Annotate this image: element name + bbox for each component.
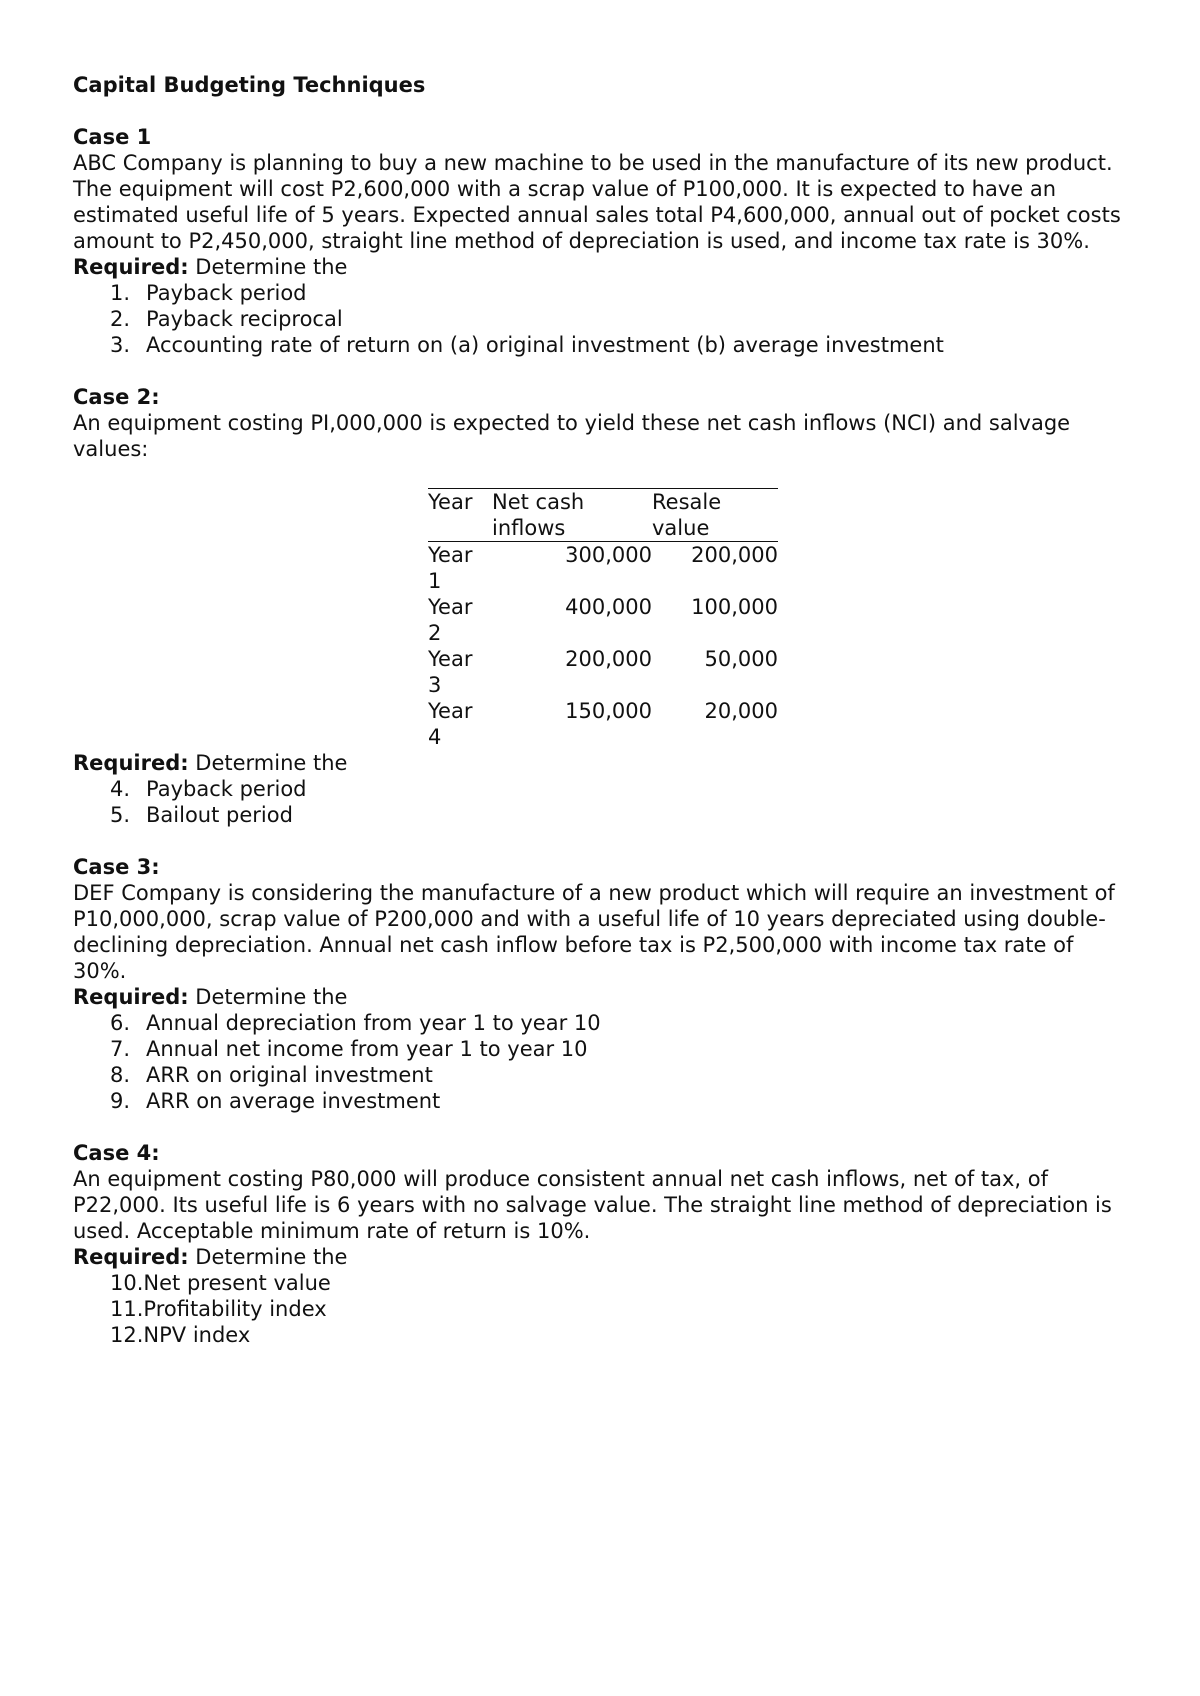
cell-year: Year 3 [428,647,473,697]
cell-year: Year 2 [428,595,473,645]
cell-year: Year 1 [428,543,473,593]
item-number: 5. [110,803,131,827]
cell-year: Year 4 [428,699,473,749]
case-1-required [73,254,1133,280]
document-title: Capital Budgeting Techniques [73,73,426,97]
cell-resale: 50,000 [704,647,778,671]
case-1-item-list [73,280,1133,358]
item-text: ARR on average investment [146,1089,441,1113]
nci-table-wrapper [428,488,778,750]
list-item [73,1010,1133,1036]
case-2-item-list [73,776,1133,828]
case-4-body: An equipment costing P80,000 will produce consistent annual net cash inflows, net of tax, of P22,000. Its useful life is 6 years with no salvage value. The straight line method of depreciation is used. Acceptable minimum rate of return is 10%. [73,1167,1112,1243]
cell-nci: 150,000 [565,699,652,723]
case-1-section [73,124,1133,358]
list-item [73,1036,1133,1062]
item-number: 1. [110,281,131,305]
item-text: Annual depreciation from year 1 to year 10 [146,1011,601,1035]
case-2-body: An equipment costing PI,000,000 is expected to yield these net cash inflows (NCI) and salvage values: [73,411,1071,461]
case-2-required [73,750,1133,776]
case-1-body: ABC Company is planning to buy a new machine to be used in the manufacture of its new product. The equipment will cost P2,600,000 with a scrap value of P100,000. It is expected to have an estimated useful life of 5 years. Expected annual sales total P4,600,000, annual out of pocket costs amount to P2,450,000, straight line method of depreciation is used, and income tax rate is 30%. [73,151,1121,253]
item-text: Accounting rate of return on (a) original investment (b) average investment [146,333,944,357]
case-4-required [73,1244,1133,1270]
cell-resale: 20,000 [704,699,778,723]
header-year: Year [428,489,492,542]
item-text: ARR on original investment [146,1063,433,1087]
list-item [73,1062,1133,1088]
item-text: Net present value [143,1271,331,1295]
table-row [428,542,778,595]
required-text: Determine the [188,255,348,279]
item-number: 4. [110,777,131,801]
case-4-item-list [73,1270,1133,1348]
item-number: 6. [110,1011,131,1035]
item-text: Payback reciprocal [146,307,343,331]
item-number: 2. [110,307,131,331]
list-item [73,1270,1133,1296]
case-2-heading: Case 2: [73,385,160,409]
required-text: Determine the [188,985,348,1009]
case-1-heading: Case 1 [73,125,152,149]
item-text: Payback period [146,777,307,801]
item-text: NPV index [143,1323,251,1347]
item-text: Bailout period [146,803,293,827]
case-3-section [73,854,1133,1114]
required-label: Required: [73,751,189,775]
header-resale-value: Resale value [652,489,778,542]
item-number: 7. [110,1037,131,1061]
item-number: 9. [110,1089,131,1113]
table-header-row [428,489,778,542]
cell-resale: 200,000 [691,543,778,567]
table-row [428,646,778,698]
header-net-cash-inflows: Net cash inflows [492,489,652,542]
cell-nci: 300,000 [565,543,652,567]
case-3-item-list [73,1010,1133,1114]
list-item [73,306,1133,332]
item-text: Annual net income from year 1 to year 10 [146,1037,588,1061]
cell-nci: 400,000 [565,595,652,619]
item-number: 12. [110,1323,144,1347]
nci-table [428,488,778,750]
case-3-body: DEF Company is considering the manufacture of a new product which will require an investment of P10,000,000, scrap value of P200,000 and with a useful life of 10 years depreciated using double-declining depreciation. Annual net cash inflow before tax is P2,500,000 with income tax rate of 30%. [73,881,1115,983]
table-row [428,594,778,646]
required-label: Required: [73,255,189,279]
case-3-required [73,984,1133,1010]
list-item [73,1296,1133,1322]
required-text: Determine the [188,1245,348,1269]
list-item [73,1088,1133,1114]
required-label: Required: [73,1245,189,1269]
case-2-section [73,384,1133,828]
list-item [73,280,1133,306]
item-text: Payback period [146,281,307,305]
item-number: 8. [110,1063,131,1087]
table-row [428,698,778,750]
list-item [73,1322,1133,1348]
document-page [73,72,1133,1374]
item-number: 10. [110,1271,144,1295]
item-text: Profitability index [143,1297,327,1321]
required-text: Determine the [188,751,348,775]
case-4-section [73,1140,1133,1348]
list-item [73,332,1133,358]
case-4-heading: Case 4: [73,1141,160,1165]
required-label: Required: [73,985,189,1009]
cell-nci: 200,000 [565,647,652,671]
list-item [73,802,1133,828]
list-item [73,776,1133,802]
item-number: 3. [110,333,131,357]
cell-resale: 100,000 [691,595,778,619]
case-3-heading: Case 3: [73,855,160,879]
item-number: 11. [110,1297,144,1321]
